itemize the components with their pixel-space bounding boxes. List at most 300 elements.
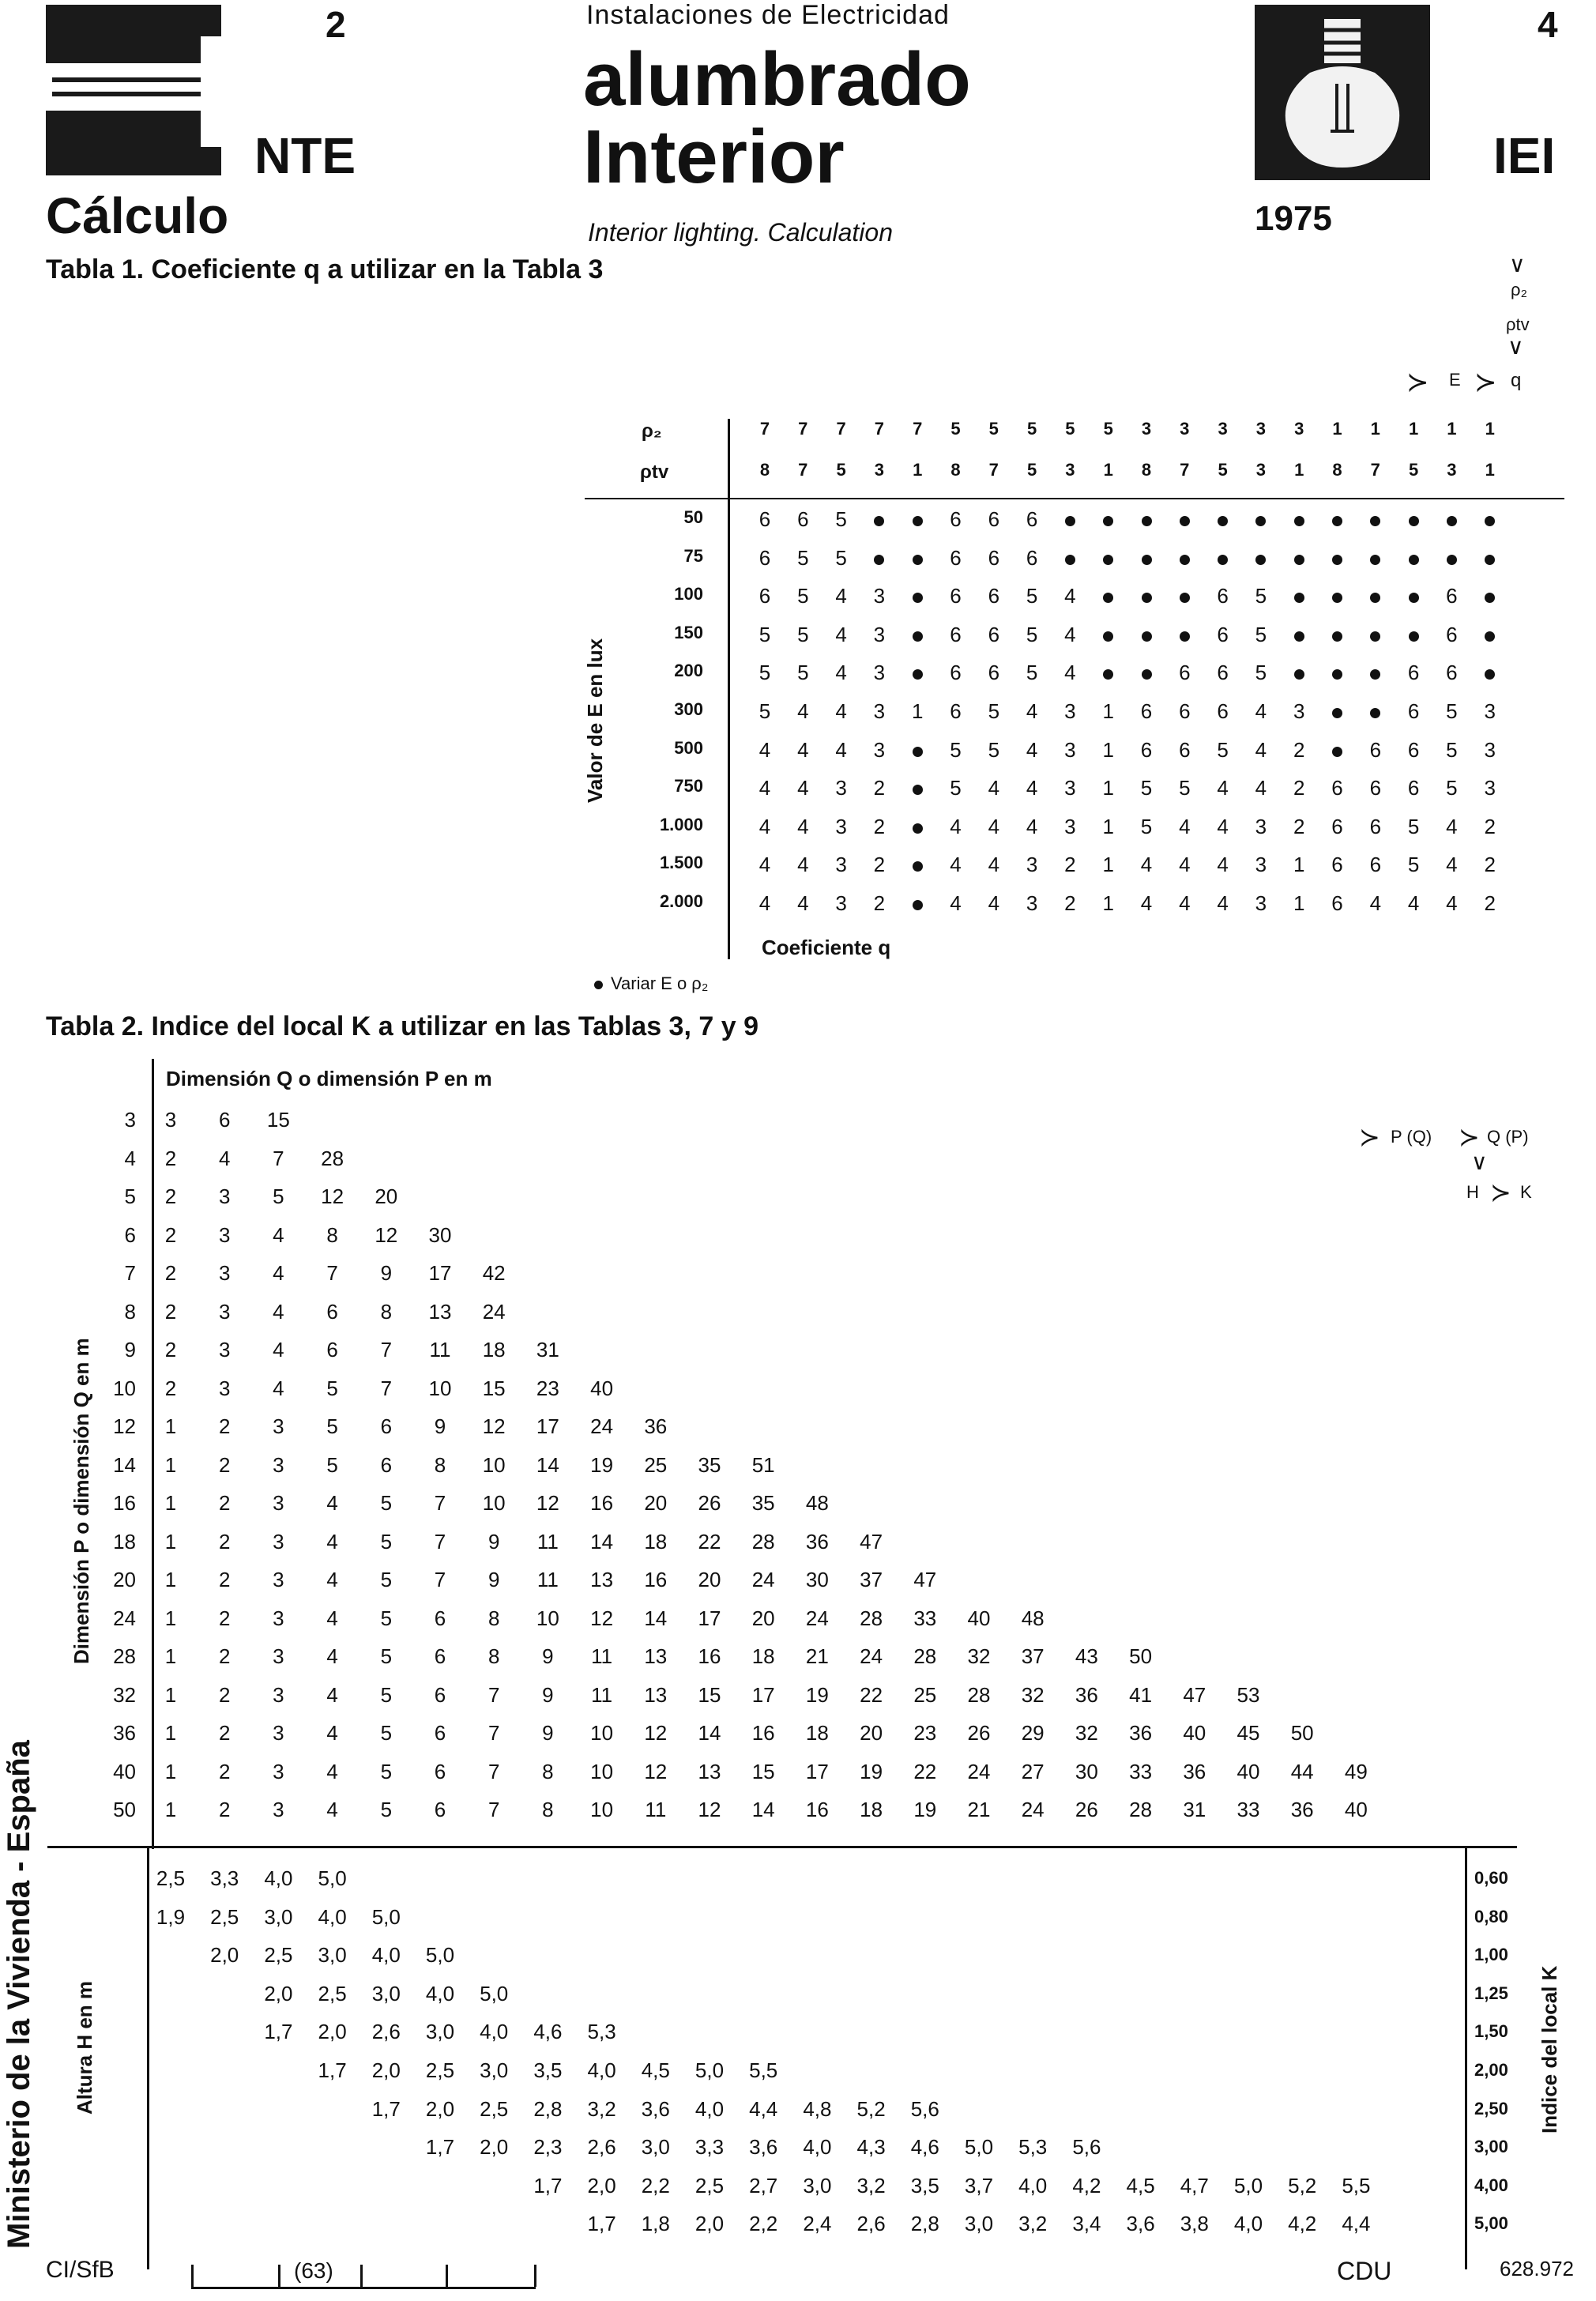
q-coefficient: 5 bbox=[988, 699, 1000, 723]
k-index-value: 7 bbox=[434, 1491, 446, 1515]
table1-side-label: Valor de E en lux bbox=[583, 638, 607, 803]
q-coefficient bbox=[1093, 507, 1124, 532]
q-coefficient: 3 bbox=[873, 737, 886, 762]
k-index-value: 2 bbox=[164, 1146, 177, 1170]
height-value: 2,5 bbox=[264, 1943, 293, 1968]
height-value: 3,0 bbox=[264, 1904, 293, 1929]
q-coefficient: 5 bbox=[797, 661, 809, 685]
k-index-value: 6 bbox=[434, 1606, 446, 1630]
q-coefficient: 5 bbox=[1407, 814, 1420, 838]
dot-icon bbox=[1142, 516, 1152, 526]
height-value: 5,0 bbox=[694, 2058, 725, 2082]
height-value: 3,4 bbox=[1072, 2212, 1101, 2236]
height-value: 1,7 bbox=[587, 2212, 616, 2236]
dimension-value: 10 bbox=[113, 1376, 136, 1400]
k-index-value: 2 bbox=[218, 1452, 231, 1477]
height-value: 3,0 bbox=[641, 2135, 670, 2160]
q-coefficient: 5 bbox=[1255, 622, 1267, 646]
dot-icon bbox=[1180, 555, 1190, 565]
p-value: 7 bbox=[913, 419, 923, 439]
k-index-value: 30 bbox=[805, 1568, 829, 1591]
q-coefficient: 4 bbox=[1179, 853, 1191, 877]
dot-icon bbox=[1485, 669, 1495, 680]
k-index-value: 19 bbox=[590, 1452, 614, 1477]
k-index-value: 5 bbox=[380, 1721, 393, 1745]
k-index-value: 3 bbox=[218, 1222, 231, 1247]
q-coefficient: 6 bbox=[950, 545, 962, 570]
k-index-value: 4 bbox=[326, 1682, 338, 1707]
k-index-value: 3 bbox=[273, 1529, 284, 1553]
k-index-value: 30 bbox=[428, 1222, 452, 1247]
q-coefficient bbox=[1360, 699, 1391, 724]
lux-value: 1.000 bbox=[659, 814, 703, 834]
ptv-value: 5 bbox=[1026, 460, 1037, 480]
q-coefficient bbox=[1131, 584, 1162, 608]
k-index-value: 7 bbox=[380, 1376, 393, 1400]
q-coefficient: 4 bbox=[1446, 814, 1458, 838]
height-value: 1,8 bbox=[641, 2212, 670, 2236]
k-index-value: 47 bbox=[1183, 1682, 1206, 1707]
q-coefficient: 5 bbox=[950, 776, 962, 800]
height-value: 2,8 bbox=[910, 2212, 939, 2236]
q-coefficient: 6 bbox=[1407, 737, 1420, 762]
height-value: 1,7 bbox=[264, 2020, 293, 2044]
q-coefficient: 1 bbox=[1102, 891, 1114, 915]
dot-icon bbox=[913, 747, 923, 757]
k-index-value: 4 bbox=[326, 1644, 338, 1668]
height-value: 4,3 bbox=[856, 2135, 886, 2160]
k-index-value: 3 bbox=[273, 1491, 284, 1515]
dot-icon bbox=[1065, 555, 1075, 565]
q-coefficient: 6 bbox=[1140, 737, 1153, 762]
q-coefficient: 3 bbox=[873, 584, 886, 608]
q-coefficient bbox=[902, 853, 933, 877]
dimension-value: 4 bbox=[124, 1146, 136, 1170]
k-index-value: 10 bbox=[428, 1376, 452, 1400]
k-index-value: 35 bbox=[751, 1491, 775, 1515]
q-coefficient: 6 bbox=[1446, 661, 1458, 685]
q-coefficient: 2 bbox=[1293, 814, 1305, 838]
left-page-number: 2 bbox=[326, 4, 346, 45]
k-index-value: 3 bbox=[273, 1682, 284, 1707]
height-value: 2,0 bbox=[371, 2058, 401, 2082]
q-coefficient: 3 bbox=[1064, 776, 1076, 800]
k-index-value: 3 bbox=[273, 1452, 284, 1477]
table1-flow-diagram: ∨ ρ₂ ρtv ∨ ≻ E ≻ q bbox=[1406, 252, 1530, 397]
height-value: 2,8 bbox=[533, 2096, 563, 2121]
q-coefficient: 5 bbox=[758, 622, 771, 646]
k-index-value: 22 bbox=[698, 1529, 721, 1553]
q-coefficient: 6 bbox=[988, 584, 1000, 608]
k-index-value: 8 bbox=[487, 1606, 500, 1630]
p-value: 3 bbox=[1218, 419, 1228, 439]
k-index-value: 12 bbox=[698, 1798, 721, 1821]
k-index-value: 24 bbox=[860, 1644, 883, 1668]
ptv-value: 1 bbox=[1485, 460, 1495, 480]
q-coefficient: 6 bbox=[1026, 507, 1038, 531]
height-value: 5,0 bbox=[425, 1943, 455, 1968]
flow-pq: P (Q) bbox=[1391, 1127, 1432, 1147]
k-index-value: 9 bbox=[434, 1414, 446, 1438]
q-coefficient: 4 bbox=[1179, 891, 1191, 915]
ptv-value: 3 bbox=[1065, 460, 1075, 480]
height-value: 5,0 bbox=[1233, 2173, 1263, 2197]
dot-icon bbox=[1332, 747, 1342, 757]
k-index-value: 11 bbox=[591, 1682, 613, 1707]
q-coefficient: 6 bbox=[950, 584, 962, 608]
q-coefficient: 5 bbox=[1026, 584, 1038, 608]
q-coefficient: 6 bbox=[1026, 545, 1038, 570]
k-index-value: 1 bbox=[164, 1452, 177, 1477]
q-coefficient bbox=[1131, 623, 1162, 647]
dimension-value: 6 bbox=[124, 1222, 136, 1247]
q-coefficient bbox=[1169, 584, 1200, 608]
k-divider bbox=[1465, 1846, 1467, 2269]
p-value: 1 bbox=[1447, 419, 1457, 439]
q-coefficient: 5 bbox=[950, 737, 962, 762]
q-coefficient: 4 bbox=[797, 737, 809, 762]
k-index-value: 2 bbox=[218, 1682, 231, 1707]
q-coefficient: 4 bbox=[988, 776, 1000, 800]
k-index-value: 7 bbox=[487, 1798, 500, 1821]
k-index-value: 24 bbox=[482, 1299, 506, 1324]
dot-icon bbox=[1103, 669, 1113, 680]
category-label: Instalaciones de Electricidad bbox=[586, 0, 950, 30]
k-index-value: 24 bbox=[1021, 1798, 1045, 1821]
q-coefficient: 4 bbox=[1255, 699, 1267, 723]
ptv-value: 7 bbox=[1180, 460, 1190, 480]
k-index-value: 4 bbox=[273, 1299, 284, 1324]
p-value: 1 bbox=[1332, 419, 1342, 439]
row-ptv-label: ρtv bbox=[640, 461, 669, 483]
lux-value: 200 bbox=[674, 661, 703, 681]
k-index-value: 3 bbox=[218, 1184, 231, 1208]
k-index-value: 22 bbox=[913, 1759, 937, 1783]
k-index-value: 2 bbox=[164, 1338, 177, 1361]
year: 1975 bbox=[1255, 199, 1332, 238]
k-index-value: 2 bbox=[164, 1299, 177, 1324]
k-index-value: 36 bbox=[1183, 1759, 1206, 1783]
dimension-value: 14 bbox=[113, 1452, 136, 1477]
q-coefficient: 6 bbox=[1331, 814, 1343, 838]
dot-icon bbox=[1294, 593, 1304, 603]
height-value: 3,6 bbox=[749, 2135, 778, 2160]
height-value: 2,0 bbox=[210, 1943, 239, 1968]
height-value: 3,8 bbox=[1180, 2212, 1209, 2236]
k-index-value: 50 bbox=[1129, 1644, 1153, 1668]
k-index-value: 4 bbox=[326, 1759, 338, 1783]
q-coefficient: 4 bbox=[797, 853, 809, 877]
k-index-value: 37 bbox=[860, 1568, 883, 1591]
q-coefficient: 4 bbox=[835, 661, 847, 685]
k-index-value: 11 bbox=[645, 1798, 667, 1821]
lux-value: 500 bbox=[674, 737, 703, 758]
q-coefficient: 2 bbox=[1064, 853, 1076, 877]
q-coefficient bbox=[1398, 584, 1429, 608]
dot-icon bbox=[1370, 708, 1380, 718]
q-coefficient bbox=[902, 776, 933, 800]
k-index-value: 3 bbox=[273, 1759, 284, 1783]
height-value: 2,0 bbox=[425, 2096, 455, 2121]
q-coefficient: 6 bbox=[1217, 622, 1229, 646]
k-index-value: 31 bbox=[1183, 1798, 1206, 1821]
height-value: 3,6 bbox=[641, 2096, 670, 2121]
cdu-label: CDU bbox=[1337, 2257, 1392, 2285]
height-value: 4,0 bbox=[587, 2058, 616, 2082]
k-index-value: 16 bbox=[805, 1798, 829, 1821]
k-index-value: 10 bbox=[590, 1721, 614, 1745]
dot-icon bbox=[1180, 631, 1190, 642]
k-index-value: 16 bbox=[644, 1568, 668, 1591]
dot-icon bbox=[1447, 555, 1457, 565]
q-coefficient: 5 bbox=[1446, 699, 1458, 723]
lux-value: 1.500 bbox=[659, 853, 703, 873]
k-value: 1,50 bbox=[1474, 2021, 1508, 2042]
q-coefficient bbox=[1360, 546, 1391, 571]
k-index-value: 40 bbox=[1183, 1721, 1206, 1745]
cisfb-class: (63) bbox=[294, 2258, 333, 2283]
dot-icon bbox=[1180, 516, 1190, 526]
k-index-value: 7 bbox=[487, 1682, 500, 1707]
k-index-value: 4 bbox=[326, 1568, 338, 1591]
q-coefficient bbox=[902, 738, 933, 763]
p-value: 7 bbox=[874, 419, 885, 439]
k-index-value: 2 bbox=[218, 1798, 231, 1821]
k-index-value: 28 bbox=[751, 1529, 775, 1553]
dot-icon bbox=[1409, 631, 1419, 642]
height-value: 4,0 bbox=[480, 2020, 509, 2044]
k-index-value: 47 bbox=[860, 1529, 883, 1553]
flow-e: E bbox=[1449, 370, 1461, 390]
k-index-value: 14 bbox=[644, 1606, 668, 1630]
table1-divider bbox=[728, 419, 730, 959]
height-value: 4,5 bbox=[641, 2058, 670, 2082]
k-index-value: 9 bbox=[542, 1682, 554, 1707]
k-index-value: 12 bbox=[536, 1491, 559, 1515]
k-index-value: 16 bbox=[751, 1721, 775, 1745]
q-coefficient: 1 bbox=[1102, 814, 1114, 838]
dimension-value: 40 bbox=[113, 1759, 136, 1783]
q-coefficient: 2 bbox=[1484, 891, 1496, 915]
q-coefficient bbox=[1093, 623, 1124, 647]
q-coefficient: 4 bbox=[758, 776, 771, 800]
table2-col-header: Dimensión Q o dimensión P en m bbox=[166, 1067, 492, 1090]
q-coefficient bbox=[902, 584, 933, 608]
k-index-value: 4 bbox=[273, 1261, 284, 1285]
p-value: 5 bbox=[1026, 419, 1037, 439]
k-value: 0,80 bbox=[1474, 1906, 1508, 1926]
k-index-value: 31 bbox=[536, 1338, 559, 1361]
q-coefficient: 6 bbox=[988, 545, 1000, 570]
dot-icon bbox=[1142, 555, 1152, 565]
k-index-value: 13 bbox=[644, 1644, 668, 1668]
dot-icon bbox=[1065, 516, 1075, 526]
height-value: 4,4 bbox=[1342, 2212, 1371, 2236]
k-index-value: 1 bbox=[164, 1644, 177, 1668]
ptv-value: 5 bbox=[1408, 460, 1419, 480]
q-coefficient: 4 bbox=[1255, 737, 1267, 762]
k-index-value: 24 bbox=[590, 1414, 614, 1438]
p-value: 5 bbox=[988, 419, 999, 439]
flow-p: ρ₂ bbox=[1511, 280, 1528, 299]
k-index-value: 13 bbox=[428, 1299, 452, 1324]
q-coefficient: 1 bbox=[1102, 776, 1114, 800]
k-index-value: 17 bbox=[428, 1261, 452, 1285]
q-coefficient: 4 bbox=[1217, 814, 1229, 838]
dot-icon bbox=[1103, 555, 1113, 565]
k-index-value: 50 bbox=[1290, 1721, 1314, 1745]
dot-icon bbox=[913, 593, 923, 603]
q-coefficient: 1 bbox=[1293, 853, 1305, 877]
height-value: 4,0 bbox=[425, 1981, 455, 2005]
row-p-label: ρ₂ bbox=[642, 420, 662, 442]
q-coefficient: 6 bbox=[758, 584, 771, 608]
height-value: 1,7 bbox=[318, 2058, 347, 2082]
height-value: 2,5 bbox=[694, 2173, 725, 2197]
q-coefficient bbox=[1436, 546, 1467, 571]
q-coefficient: 4 bbox=[758, 891, 771, 915]
height-value: 5,6 bbox=[910, 2096, 939, 2121]
q-coefficient bbox=[1093, 546, 1124, 571]
table2-title: Tabla 2. Indice del local K a utilizar en las Tablas 3, 7 y 9 bbox=[46, 1011, 758, 1041]
q-coefficient: 3 bbox=[1293, 699, 1305, 723]
k-index-value: 4 bbox=[326, 1721, 338, 1745]
k-index-value: 6 bbox=[434, 1721, 446, 1745]
q-coefficient: 2 bbox=[873, 891, 886, 915]
q-coefficient bbox=[1283, 546, 1315, 571]
height-value: 1,7 bbox=[371, 2096, 401, 2121]
k-index-value: 23 bbox=[913, 1721, 937, 1745]
k-label: Indice del local K bbox=[1538, 1965, 1561, 2133]
k-index-value: 28 bbox=[860, 1606, 883, 1630]
height-value: 2,5 bbox=[318, 1981, 347, 2005]
q-coefficient bbox=[1207, 507, 1239, 532]
q-coefficient: 4 bbox=[797, 814, 809, 838]
height-value: 3,2 bbox=[856, 2173, 886, 2197]
k-index-value: 14 bbox=[698, 1721, 721, 1745]
k-index-value: 24 bbox=[751, 1568, 775, 1591]
height-value: 5,2 bbox=[856, 2096, 886, 2121]
q-coefficient: 3 bbox=[835, 853, 847, 877]
k-index-value: 8 bbox=[380, 1299, 393, 1324]
dot-icon bbox=[913, 631, 923, 642]
k-index-value: 1 bbox=[164, 1414, 177, 1438]
ptv-value: 7 bbox=[798, 460, 808, 480]
k-index-value: 2 bbox=[218, 1568, 231, 1591]
q-coefficient: 6 bbox=[1179, 661, 1191, 685]
table2-lower-label: Altura H en m bbox=[73, 1980, 96, 2115]
q-coefficient: 6 bbox=[950, 507, 962, 531]
k-index-value: 16 bbox=[590, 1491, 614, 1515]
cisfb-bracket bbox=[191, 2265, 536, 2289]
q-coefficient: 3 bbox=[1026, 853, 1038, 877]
dot-icon bbox=[874, 555, 884, 565]
k-index-value: 15 bbox=[482, 1376, 506, 1400]
height-value: 3,0 bbox=[318, 1943, 347, 1968]
k-index-value: 18 bbox=[751, 1644, 775, 1668]
k-index-value: 5 bbox=[380, 1529, 393, 1553]
q-coefficient: 2 bbox=[873, 853, 886, 877]
ptv-value: 1 bbox=[1294, 460, 1304, 480]
k-index-value: 1 bbox=[164, 1568, 177, 1591]
k-value: 0,60 bbox=[1474, 1868, 1508, 1888]
q-coefficient: 3 bbox=[1484, 737, 1496, 762]
q-coefficient: 6 bbox=[1140, 699, 1153, 723]
dot-icon bbox=[1103, 516, 1113, 526]
k-index-value: 12 bbox=[375, 1222, 398, 1247]
k-index-value: 5 bbox=[326, 1376, 338, 1400]
q-coefficient: 3 bbox=[1255, 814, 1267, 838]
k-index-value: 32 bbox=[967, 1644, 991, 1668]
q-coefficient bbox=[1131, 661, 1162, 685]
k-index-value: 4 bbox=[326, 1491, 338, 1515]
dot-icon bbox=[1409, 593, 1419, 603]
k-index-value: 1 bbox=[164, 1759, 177, 1783]
p-value: 3 bbox=[1141, 419, 1152, 439]
k-index-value: 5 bbox=[380, 1644, 393, 1668]
cdu-number: 628.972 bbox=[1500, 2257, 1574, 2280]
dot-icon bbox=[1255, 516, 1266, 526]
lux-value: 75 bbox=[683, 545, 703, 566]
nte-logo bbox=[46, 5, 221, 175]
k-index-value: 36 bbox=[1129, 1721, 1153, 1745]
q-coefficient: 4 bbox=[797, 776, 809, 800]
height-value: 4,0 bbox=[264, 1866, 293, 1890]
k-index-value: 33 bbox=[1237, 1798, 1260, 1821]
k-index-value: 2 bbox=[218, 1491, 231, 1515]
k-index-value: 20 bbox=[644, 1491, 668, 1515]
k-index-value: 6 bbox=[326, 1338, 338, 1361]
height-value: 2,3 bbox=[533, 2135, 563, 2160]
q-coefficient: 2 bbox=[1484, 814, 1496, 838]
height-value: 2,5 bbox=[156, 1866, 186, 1890]
q-coefficient bbox=[1322, 699, 1353, 724]
q-coefficient: 6 bbox=[950, 661, 962, 685]
k-index-value: 28 bbox=[967, 1682, 991, 1707]
k-index-value: 16 bbox=[698, 1644, 721, 1668]
ptv-value: 3 bbox=[874, 460, 885, 480]
k-index-value: 9 bbox=[487, 1568, 500, 1591]
q-coefficient bbox=[1322, 623, 1353, 647]
q-coefficient: 4 bbox=[1369, 891, 1382, 915]
subtitle: Interior lighting. Calculation bbox=[588, 218, 893, 247]
k-index-value: 12 bbox=[590, 1606, 614, 1630]
p-value: 7 bbox=[836, 419, 846, 439]
height-value: 1,7 bbox=[425, 2135, 455, 2160]
height-value: 4,0 bbox=[371, 1943, 401, 1968]
k-index-value: 48 bbox=[1021, 1606, 1045, 1630]
q-coefficient: 6 bbox=[1331, 853, 1343, 877]
title-line-2: Interior bbox=[583, 115, 845, 199]
q-coefficient: 4 bbox=[1026, 814, 1038, 838]
height-value: 2,5 bbox=[210, 1904, 239, 1929]
q-coefficient: 4 bbox=[1217, 891, 1229, 915]
dot-icon bbox=[874, 516, 884, 526]
height-value: 3,0 bbox=[964, 2212, 994, 2236]
k-index-value: 25 bbox=[913, 1682, 937, 1707]
dot-icon bbox=[1332, 631, 1342, 642]
q-coefficient: 6 bbox=[1179, 699, 1191, 723]
q-coefficient: 4 bbox=[1140, 853, 1153, 877]
k-index-value: 7 bbox=[434, 1568, 446, 1591]
k-index-value: 44 bbox=[1290, 1759, 1314, 1783]
k-index-value: 2 bbox=[218, 1721, 231, 1745]
q-coefficient: 6 bbox=[1446, 584, 1458, 608]
height-value: 5,5 bbox=[749, 2058, 778, 2082]
k-index-value: 20 bbox=[698, 1568, 721, 1591]
right-page-number: 4 bbox=[1538, 4, 1558, 45]
dot-icon bbox=[913, 555, 923, 565]
